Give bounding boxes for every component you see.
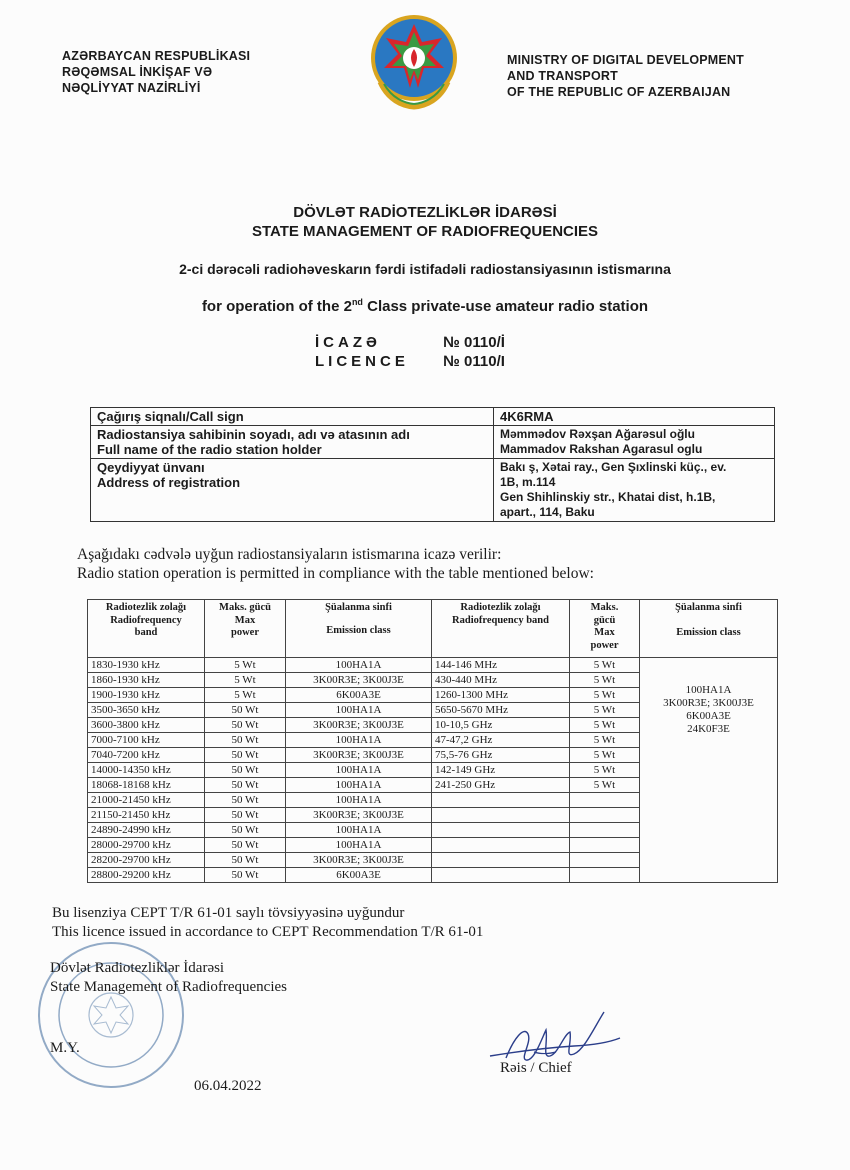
emission-cell: 100HA1A: [286, 778, 432, 793]
header-text: power: [231, 627, 259, 638]
band-cell: 14000-14350 kHz: [88, 763, 205, 778]
address-value-en-line: Gen Shihlinskiy str., Khatai dist, h.1B,: [500, 490, 716, 504]
band-cell: 21150-21450 kHz: [88, 808, 205, 823]
header-text: Emission class: [326, 624, 391, 636]
band-cell: 7000-7100 kHz: [88, 733, 205, 748]
table-row: [88, 658, 778, 673]
issuer-en: State Management of Radiofrequencies: [50, 979, 287, 995]
power-cell: 50 Wt: [205, 763, 286, 778]
power-cell-2-empty: [570, 823, 640, 838]
band-cell-2-empty: [432, 793, 570, 808]
header-text: Max: [594, 627, 615, 638]
subtitle-en-text-end: Class private-use amateur radio station: [362, 298, 649, 315]
power-cell: 50 Wt: [205, 823, 286, 838]
call-sign-value: 4K6RMA: [494, 408, 775, 426]
band-cell: 28800-29200 kHz: [88, 868, 205, 883]
agency-title: [0, 203, 850, 241]
permission-text-az: Aşağıdakı cədvələ uyğun radiostansiyaların istismarına icazə verilir:: [77, 546, 502, 563]
emission-cell: 100HA1A: [286, 703, 432, 718]
licence-number-en: № 0110/I: [443, 353, 505, 370]
issue-date: 06.04.2022: [194, 1078, 262, 1094]
header-ministry-en: [507, 52, 744, 100]
permission-text-en: Radio station operation is permitted in compliance with the table mentioned below:: [77, 565, 594, 582]
power-cell-2: 5 Wt: [570, 718, 640, 733]
call-sign-label: Çağırış siqnalı/Call sign: [91, 408, 494, 426]
power-cell-2: 5 Wt: [570, 763, 640, 778]
header-left-line: AZƏRBAYCAN RESPUBLİKASI: [62, 49, 251, 63]
band-cell-2-empty: [432, 823, 570, 838]
power-cell: 5 Wt: [205, 673, 286, 688]
power-cell: 50 Wt: [205, 853, 286, 868]
header-text: Şüalanma sinfi: [675, 602, 742, 613]
power-cell-2: 5 Wt: [570, 658, 640, 673]
power-cell-2-empty: [570, 808, 640, 823]
emission-cell: 6K00A3E: [286, 868, 432, 883]
band-cell: 1830-1930 kHz: [88, 658, 205, 673]
power-cell-2: 5 Wt: [570, 673, 640, 688]
band-cell-2-empty: [432, 808, 570, 823]
power-cell: 50 Wt: [205, 748, 286, 763]
power-cell-2: 5 Wt: [570, 688, 640, 703]
power-cell-2-empty: [570, 868, 640, 883]
power-cell: 50 Wt: [205, 778, 286, 793]
power-cell-2: 5 Wt: [570, 748, 640, 763]
header-text: Emission class: [676, 626, 741, 638]
band-cell: 3600-3800 kHz: [88, 718, 205, 733]
power-cell: 50 Wt: [205, 838, 286, 853]
emission-class-item: 100HA1A: [685, 684, 732, 696]
emission-cell: 100HA1A: [286, 658, 432, 673]
band-cell: 28000-29700 kHz: [88, 838, 205, 853]
licence-number-az: № 0110/İ: [443, 334, 505, 351]
band-cell-2: 430-440 MHz: [432, 673, 570, 688]
holder-value: [494, 426, 775, 459]
band-cell-2-empty: [432, 853, 570, 868]
cept-note-en: This licence issued in accordance to CEPT Recommendation T/R 61-01: [52, 924, 484, 940]
power-cell-2: 5 Wt: [570, 703, 640, 718]
col-header-power: [205, 600, 286, 658]
emission-cell: 3K00R3E; 3K00J3E: [286, 748, 432, 763]
band-cell-2: 241-250 GHz: [432, 778, 570, 793]
holder-label-az: Radiostansiya sahibinin soyadı, adı və atasının adı: [97, 427, 410, 442]
band-cell: 1900-1930 kHz: [88, 688, 205, 703]
state-emblem-icon: [366, 12, 462, 112]
subtitle-en-text: for operation of the 2: [201, 298, 352, 315]
address-value: [494, 459, 775, 522]
emission-class-item: 24K0F3E: [687, 723, 730, 735]
licence-en-row: [315, 353, 505, 370]
address-label-az: Qeydiyyat ünvanı: [97, 460, 205, 475]
signer-title: Rəis / Chief: [500, 1060, 572, 1076]
power-cell-2-empty: [570, 853, 640, 868]
band-cell-2: 1260-1300 MHz: [432, 688, 570, 703]
col-header-band: [88, 600, 205, 658]
power-cell-2: 5 Wt: [570, 778, 640, 793]
header-text: Radiotezlik zolağı: [105, 602, 187, 613]
table-row: [91, 426, 775, 459]
header-text: Şüalanma sinfi: [325, 602, 392, 613]
band-cell-2-empty: [432, 868, 570, 883]
band-cell-2: 142-149 GHz: [432, 763, 570, 778]
header-text: Radiofrequency: [110, 614, 182, 626]
band-cell-2: 75,5-76 GHz: [432, 748, 570, 763]
emission-cell-2: [640, 658, 778, 883]
power-cell: 5 Wt: [205, 688, 286, 703]
power-cell: 50 Wt: [205, 733, 286, 748]
band-cell: 18068-18168 kHz: [88, 778, 205, 793]
cept-note-az: Bu lisenziya CEPT T/R 61-01 saylı tövsiyyəsinə uyğundur: [52, 905, 405, 921]
licence-az-row: [315, 334, 505, 351]
licence-word-az: İCAZƏ: [315, 334, 381, 351]
table-row: [91, 408, 775, 426]
emission-cell: 100HA1A: [286, 823, 432, 838]
address-value-en-line: apart., 114, Baku: [500, 505, 595, 519]
emission-cell: 6K00A3E: [286, 688, 432, 703]
holder-label: [91, 426, 494, 459]
stamp-place-mark: M.Y.: [50, 1040, 80, 1056]
frequency-table: [87, 599, 778, 883]
emission-cell: 100HA1A: [286, 838, 432, 853]
subtitle-az: 2-ci dərəcəli radiohəveskarın fərdi istifadəli radiostansiyasının istismarına: [179, 261, 671, 277]
header-text: Maks.: [590, 602, 619, 613]
address-label: [91, 459, 494, 522]
power-cell: 50 Wt: [205, 793, 286, 808]
power-cell: 50 Wt: [205, 703, 286, 718]
header-text: gücü: [593, 614, 616, 626]
power-cell-2: 5 Wt: [570, 733, 640, 748]
header-text: power: [590, 639, 619, 651]
header-text: band: [134, 627, 158, 638]
emission-cell: 100HA1A: [286, 763, 432, 778]
emission-cell: 100HA1A: [286, 793, 432, 808]
band-cell-2: 47-47,2 GHz: [432, 733, 570, 748]
issuer-block: [50, 959, 287, 997]
cept-note: [52, 904, 483, 942]
address-value-az-line: Bakı ş, Xətai ray., Gen Şıxlinski küç., ev.: [500, 460, 727, 474]
header-right-line: MINISTRY OF DIGITAL DEVELOPMENT: [507, 53, 744, 67]
emission-cell: 100HA1A: [286, 733, 432, 748]
holder-value-en: Mammadov Rakshan Agarasul oglu: [500, 442, 703, 456]
band-cell: 3500-3650 kHz: [88, 703, 205, 718]
header-text: Maks. gücü: [219, 602, 271, 613]
header-ministry-az: [62, 48, 250, 96]
band-cell: 24890-24990 kHz: [88, 823, 205, 838]
band-cell: 1860-1930 kHz: [88, 673, 205, 688]
table-header-row: [88, 600, 778, 658]
agency-title-en: STATE MANAGEMENT OF RADIOFREQUENCIES: [251, 223, 599, 240]
band-cell: 28200-29700 kHz: [88, 853, 205, 868]
col-header-emission: [286, 600, 432, 658]
col-header-band-2: [432, 600, 570, 658]
band-cell-2: 10-10,5 GHz: [432, 718, 570, 733]
band-cell: 7040-7200 kHz: [88, 748, 205, 763]
power-cell: 5 Wt: [205, 658, 286, 673]
subtitle-en-sup: nd: [351, 297, 363, 307]
holder-value-az: Məmmədov Rəxşan Ağarəsul oğlu: [500, 427, 695, 441]
emission-cell: 3K00R3E; 3K00J3E: [286, 808, 432, 823]
licence-word-en: LICENCE: [315, 353, 409, 370]
power-cell-2-empty: [570, 793, 640, 808]
header-text: Max: [234, 614, 256, 626]
emission-class-item: 6K00A3E: [686, 710, 731, 722]
header-left-line: RƏQƏMSAL İNKİŞAF VƏ: [62, 65, 213, 79]
header-left-line: NƏQLİYYAT NAZİRLİYİ: [62, 81, 201, 95]
emission-cell: 3K00R3E; 3K00J3E: [286, 853, 432, 868]
band-cell-2: 5650-5670 MHz: [432, 703, 570, 718]
address-value-az-line: 1B, m.114: [500, 475, 556, 489]
power-cell-2-empty: [570, 838, 640, 853]
header-text: Radiofrequency band: [452, 614, 549, 626]
band-cell-2-empty: [432, 838, 570, 853]
subtitle-en: [0, 297, 850, 315]
band-cell-2: 144-146 MHz: [432, 658, 570, 673]
table-row: [91, 459, 775, 522]
agency-title-az: DÖVLƏT RADİOTEZLİKLƏR İDARƏSİ: [293, 204, 557, 221]
header-right-line: OF THE REPUBLIC OF AZERBAIJAN: [507, 85, 731, 99]
power-cell: 50 Wt: [205, 868, 286, 883]
power-cell: 50 Wt: [205, 718, 286, 733]
issuer-az: Dövlət Radiotezliklər İdarəsi: [50, 960, 225, 976]
emission-cell: 3K00R3E; 3K00J3E: [286, 718, 432, 733]
power-cell: 50 Wt: [205, 808, 286, 823]
emission-class-item: 3K00R3E; 3K00J3E: [663, 697, 754, 709]
emission-cell: 3K00R3E; 3K00J3E: [286, 673, 432, 688]
header-right-line: AND TRANSPORT: [507, 69, 618, 83]
header-text: Radiotezlik zolağı: [460, 602, 541, 613]
holder-info-table: [90, 407, 775, 522]
permission-text: [77, 545, 594, 583]
holder-label-en: Full name of the radio station holder: [97, 442, 322, 457]
band-cell: 21000-21450 kHz: [88, 793, 205, 808]
col-header-emission-2: [640, 600, 778, 658]
col-header-power-2: [570, 600, 640, 658]
address-label-en: Address of registration: [97, 475, 241, 490]
